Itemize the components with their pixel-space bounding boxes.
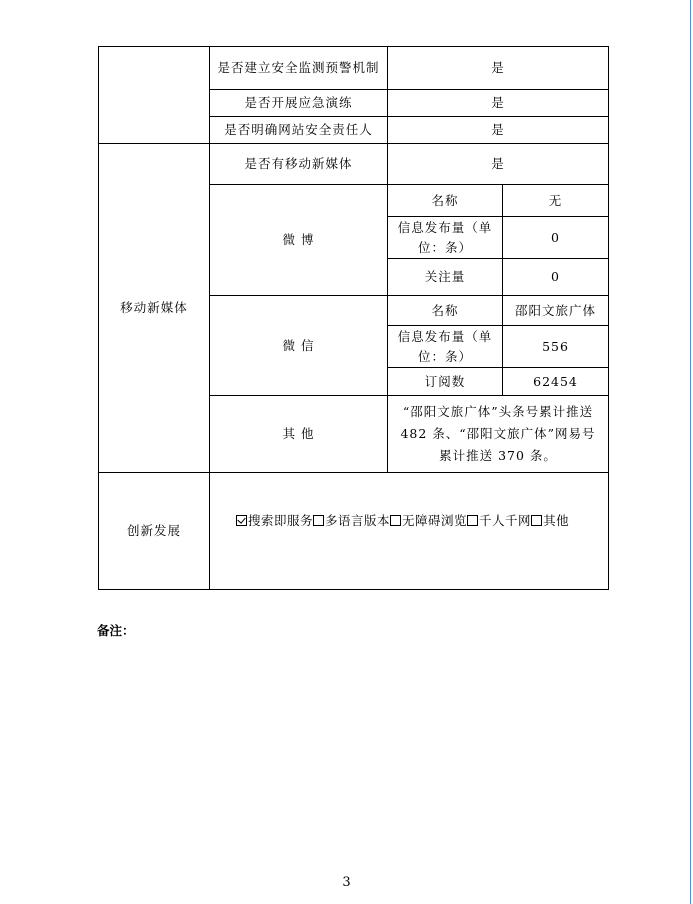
wechat-subs-label: 订阅数 — [388, 368, 503, 396]
checkbox-icon — [390, 515, 401, 526]
weibo-followers-value: 0 — [503, 259, 609, 296]
checked-box-icon — [236, 515, 247, 526]
weibo-followers-label: 关注量 — [388, 259, 503, 296]
weibo-posts-label: 信息发布量（单位：条） — [388, 217, 503, 259]
option-other[interactable]: 其他 — [531, 513, 569, 528]
other-label: 其 他 — [210, 396, 388, 473]
has-mobile-question: 是否有移动新媒体 — [210, 144, 388, 185]
mobile-category-cell: 移动新媒体 — [99, 144, 210, 473]
weibo-name-value: 无 — [503, 185, 609, 217]
security-question: 是否明确网站安全责任人 — [210, 117, 388, 144]
weibo-name-label: 名称 — [388, 185, 503, 217]
wechat-name-label: 名称 — [388, 296, 503, 326]
checkbox-icon — [467, 515, 478, 526]
option-accessibility[interactable]: 无障碍浏览 — [390, 513, 467, 528]
security-question: 是否开展应急演练 — [210, 90, 388, 117]
other-text: “邵阳文旅广体”头条号累计推送 482 条、“邵阳文旅广体”网易号累计推送 370 条。 — [388, 396, 609, 473]
page-edge-line — [690, 0, 691, 904]
security-answer: 是 — [388, 117, 609, 144]
report-table — [98, 46, 609, 590]
weibo-posts-value: 0 — [503, 217, 609, 259]
innovation-category-cell: 创新发展 — [99, 473, 210, 590]
option-search-as-service[interactable]: 搜索即服务 — [236, 513, 313, 528]
wechat-label: 微 信 — [210, 296, 388, 396]
option-personalized[interactable]: 千人千网 — [467, 513, 531, 528]
checkbox-icon — [313, 515, 324, 526]
security-category-cell — [99, 47, 210, 144]
security-answer: 是 — [388, 90, 609, 117]
option-multilanguage[interactable]: 多语言版本 — [313, 513, 390, 528]
wechat-posts-label: 信息发布量（单位：条） — [388, 326, 503, 368]
wechat-posts-value: 556 — [503, 326, 609, 368]
security-question: 是否建立安全监测预警机制 — [210, 47, 388, 90]
weibo-label: 微 博 — [210, 185, 388, 296]
innovation-options — [210, 473, 609, 590]
page-number: 3 — [342, 875, 351, 890]
checkbox-icon — [531, 515, 542, 526]
wechat-name-value: 邵阳文旅广体 — [503, 296, 609, 326]
note-label: 备注： — [97, 623, 135, 638]
has-mobile-answer: 是 — [388, 144, 609, 185]
wechat-subs-value: 62454 — [503, 368, 609, 396]
security-answer: 是 — [388, 47, 609, 90]
